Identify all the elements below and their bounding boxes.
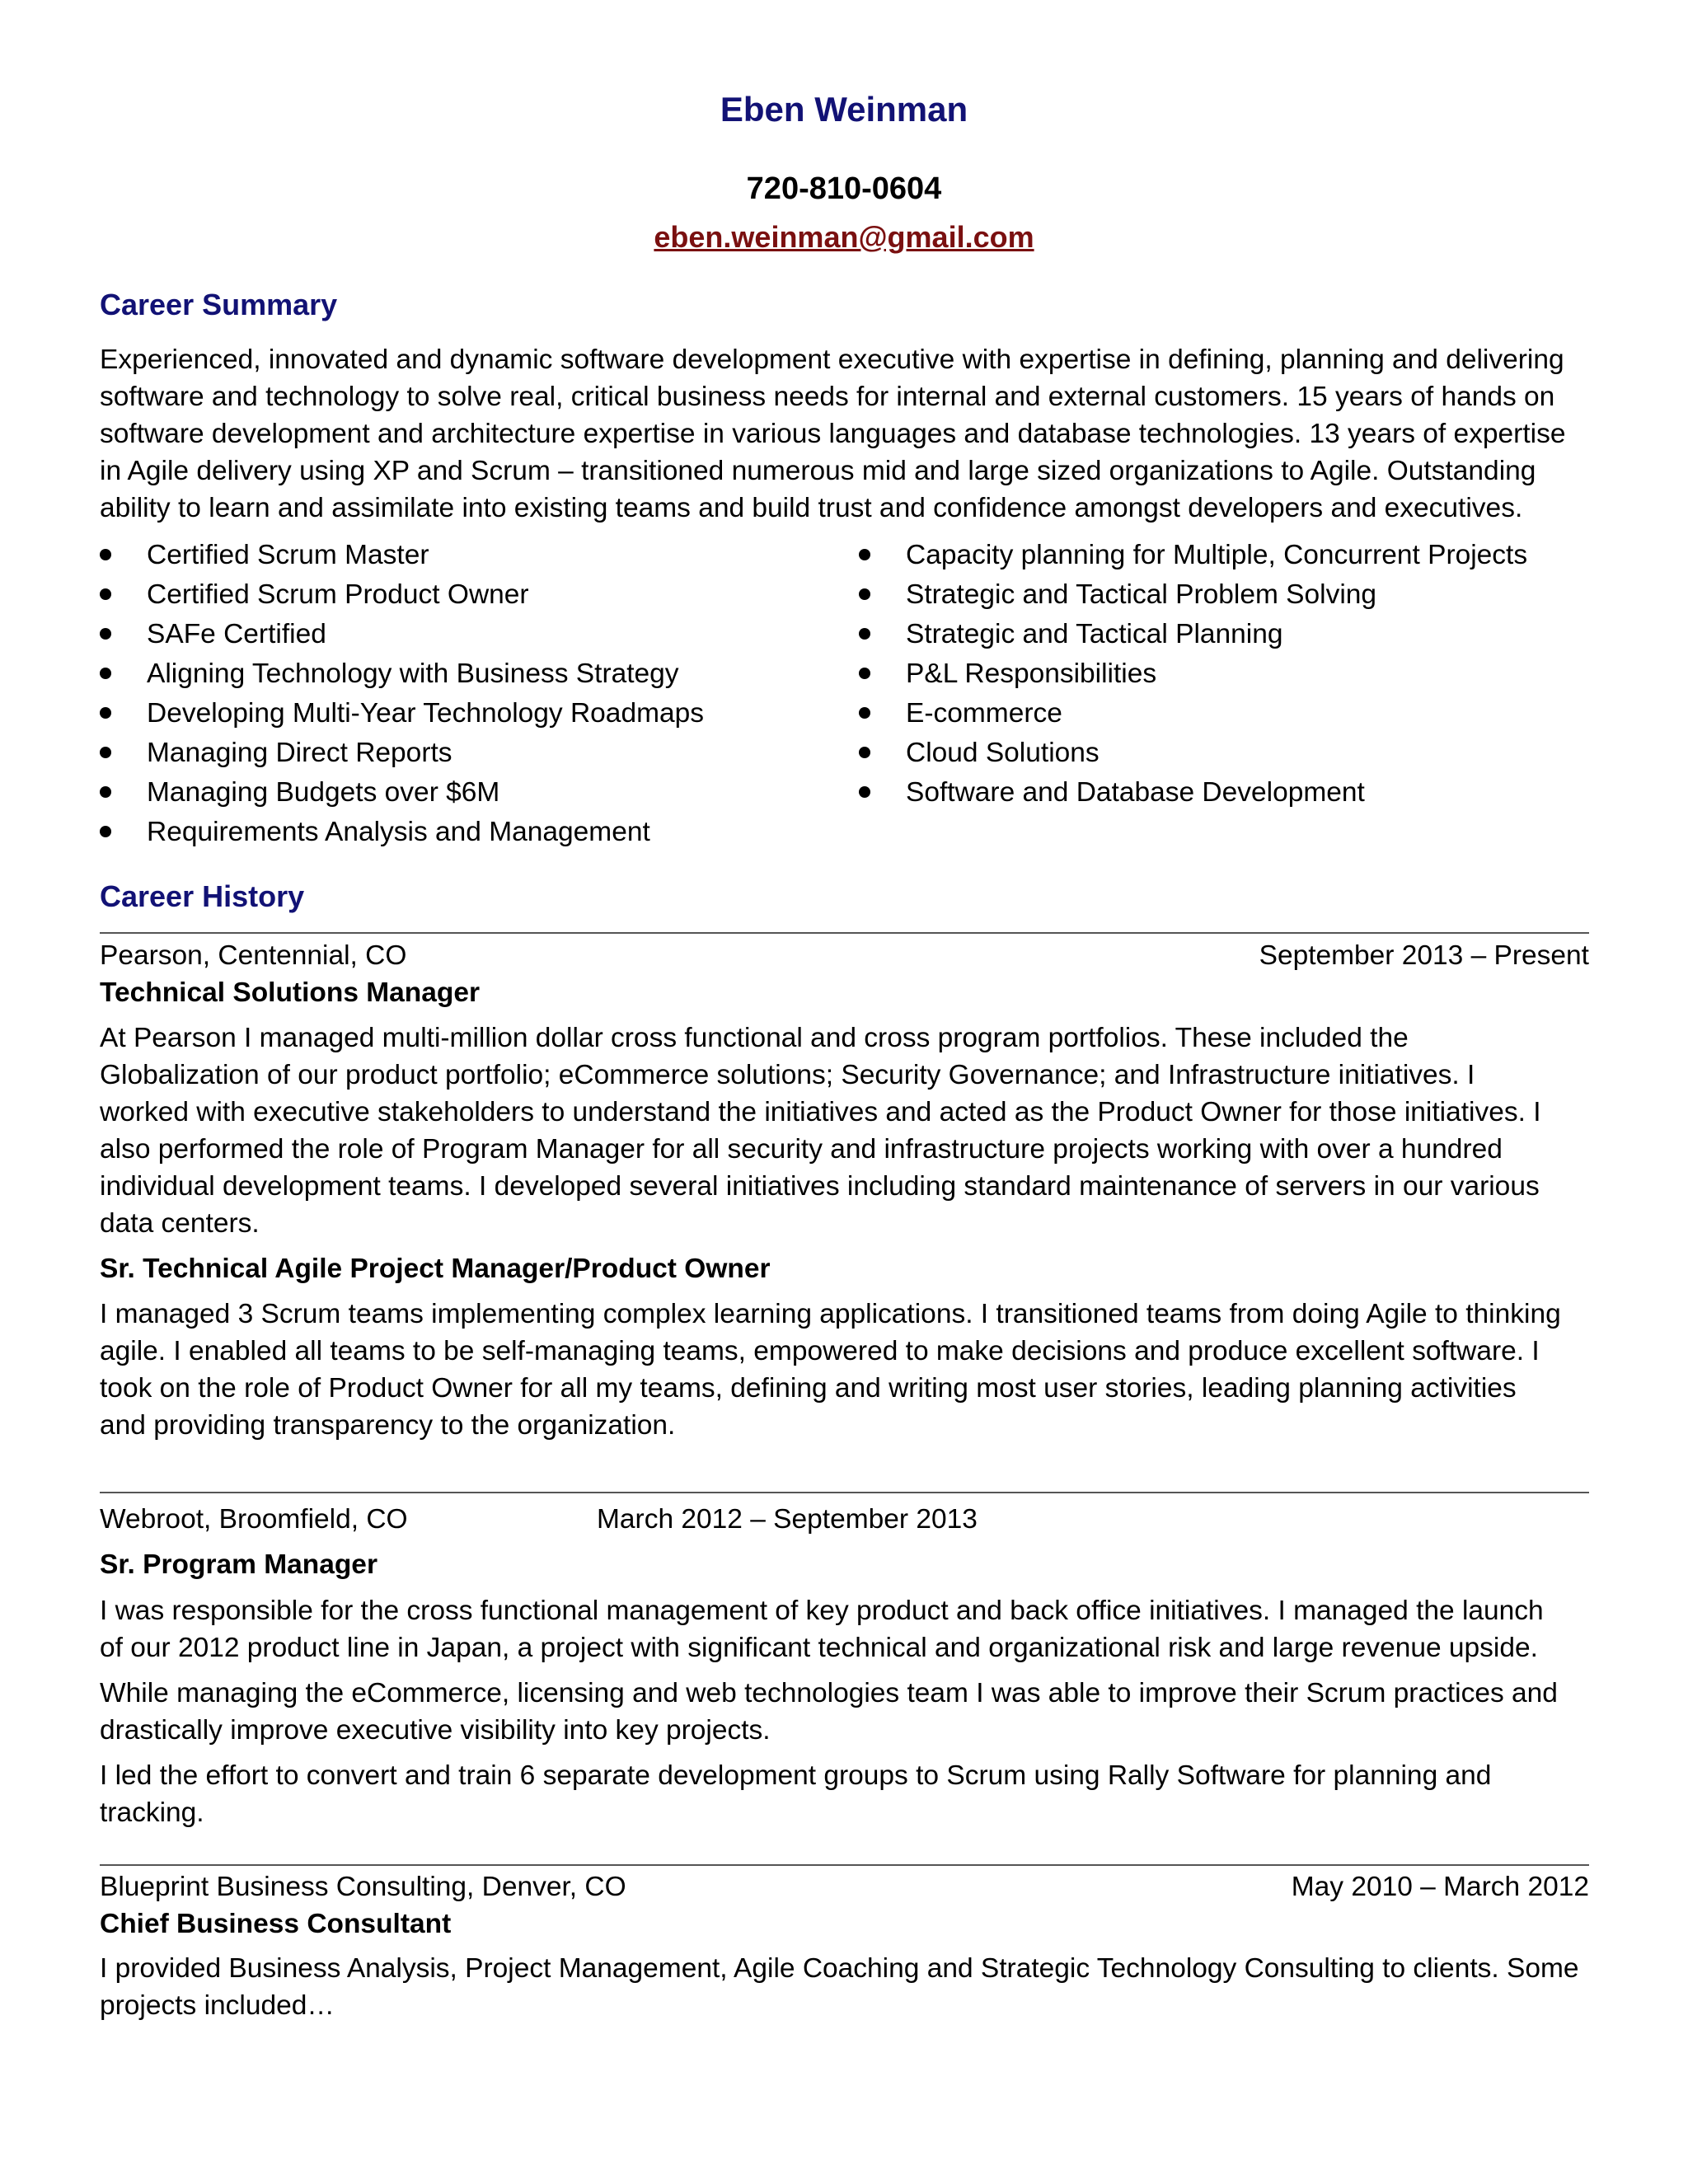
job-description: [100, 1019, 1592, 1242]
job-dates: May 2010 – March 2012: [1291, 1872, 1589, 1902]
bullet-icon: [100, 826, 111, 837]
bullet-icon: [100, 747, 111, 758]
bullet-icon: [859, 588, 870, 600]
company-name: Pearson, Centennial, CO: [100, 940, 407, 971]
summary-line: in Agile delivery using XP and Scrum – transitioned numerous mid and large sized organizations to Agile. Outstanding: [100, 456, 1536, 486]
job-description: [100, 1296, 1592, 1444]
description-line: projects included…: [100, 1990, 335, 2021]
section-divider: [100, 932, 1589, 934]
candidate-name: Eben Weinman: [720, 90, 968, 129]
career-summary-paragraph: [100, 341, 1592, 527]
job-dates: September 2013 – Present: [1259, 940, 1589, 971]
company-name: Blueprint Business Consulting, Denver, CO: [100, 1872, 626, 1902]
job-title: Technical Solutions Manager: [100, 977, 481, 1008]
description-line: individual development teams. I developed several initiatives including standard maintenance of servers in our various: [100, 1171, 1540, 1202]
bullet-icon: [100, 628, 111, 640]
bullet-icon: [859, 549, 870, 560]
description-line: At Pearson I managed multi-million dollar cross functional and cross program portfolios. These included the: [100, 1023, 1409, 1053]
job-description: [100, 1592, 1592, 1666]
description-line: of our 2012 product line in Japan, a project with significant technical and organizational risk and large revenue upside.: [100, 1633, 1538, 1663]
bullet-icon: [859, 786, 870, 798]
summary-line: ability to learn and assimilate into existing teams and build trust and confidence amongst developers and executives.: [100, 493, 1523, 523]
bullet-icon: [100, 588, 111, 600]
job-dates: March 2012 – September 2013: [597, 1504, 978, 1535]
list-item: Requirements Analysis and Management: [100, 813, 842, 852]
skills-list-left: [100, 536, 842, 852]
list-item: Strategic and Tactical Planning: [859, 615, 1592, 654]
list-item: Aligning Technology with Business Strategy: [100, 654, 842, 694]
description-line: While managing the eCommerce, licensing and web technologies team I was able to improve their Scrum practices and: [100, 1678, 1558, 1708]
bullet-icon: [100, 549, 111, 560]
list-item: Strategic and Tactical Problem Solving: [859, 575, 1592, 615]
section-divider: [100, 1864, 1589, 1866]
description-line: tracking.: [100, 1797, 204, 1828]
job-header-blueprint: [100, 1869, 1589, 1905]
bullet-icon: [859, 668, 870, 679]
description-line: also performed the role of Program Manager for all security and infrastructure projects working with over a hundred: [100, 1134, 1503, 1165]
career-history-heading: Career History: [100, 879, 305, 913]
description-line: and providing transparency to the organization.: [100, 1410, 676, 1441]
description-line: I managed 3 Scrum teams implementing complex learning applications. I transitioned teams from doing Agile to thinking: [100, 1299, 1561, 1329]
description-line: I provided Business Analysis, Project Management, Agile Coaching and Strategic Technology Consulting to clients. Some: [100, 1953, 1579, 1984]
summary-line: software development and architecture expertise in various languages and database technologies. 13 years of expertise: [100, 419, 1566, 449]
list-item: Software and Database Development: [859, 773, 1592, 813]
list-item: Certified Scrum Product Owner: [100, 575, 842, 615]
job-description: [100, 1675, 1592, 1749]
job-description: [100, 1757, 1592, 1831]
list-item: Cloud Solutions: [859, 733, 1592, 773]
list-item: Developing Multi-Year Technology Roadmaps: [100, 694, 842, 733]
job-title: Sr. Technical Agile Project Manager/Product Owner: [100, 1254, 771, 1284]
description-line: agile. I enabled all teams to be self-managing teams, empowered to make decisions and produce excellent software. I: [100, 1336, 1540, 1366]
bullet-icon: [100, 707, 111, 719]
career-summary-heading: Career Summary: [100, 288, 338, 321]
job-title: Chief Business Consultant: [100, 1909, 452, 1939]
bullet-icon: [859, 628, 870, 640]
bullet-icon: [859, 707, 870, 719]
skills-list-right: [859, 536, 1592, 813]
description-line: drastically improve executive visibility into key projects.: [100, 1715, 771, 1746]
bullet-icon: [100, 786, 111, 798]
phone-number: 720-810-0604: [746, 171, 942, 206]
summary-line: software and technology to solve real, critical business needs for internal and external customers. 15 years of hands on: [100, 382, 1555, 412]
job-header-webroot: [100, 1502, 1589, 1538]
section-divider: [100, 1492, 1589, 1493]
description-line: I was responsible for the cross functional management of key product and back office initiatives. I managed the launch: [100, 1596, 1544, 1626]
bullet-icon: [859, 747, 870, 758]
job-description: [100, 1950, 1592, 2024]
list-item: SAFe Certified: [100, 615, 842, 654]
job-header-pearson: [100, 938, 1589, 974]
description-line: Globalization of our product portfolio; eCommerce solutions; Security Governance; and Infrastructure initiatives. I: [100, 1060, 1475, 1090]
list-item: Capacity planning for Multiple, Concurrent Projects: [859, 536, 1592, 575]
list-item: Managing Direct Reports: [100, 733, 842, 773]
company-name: Webroot, Broomfield, CO: [100, 1504, 408, 1535]
email-link[interactable]: eben.weinman@gmail.com: [654, 220, 1034, 254]
list-item: Certified Scrum Master: [100, 536, 842, 575]
description-line: data centers.: [100, 1208, 260, 1239]
list-item: E-commerce: [859, 694, 1592, 733]
bullet-icon: [100, 668, 111, 679]
description-line: worked with executive stakeholders to understand the initiatives and acted as the Product Owner for those initiatives. I: [100, 1097, 1541, 1127]
job-title: Sr. Program Manager: [100, 1549, 377, 1580]
list-item: Managing Budgets over $6M: [100, 773, 842, 813]
summary-line: Experienced, innovated and dynamic software development executive with expertise in defining, planning and delivering: [100, 344, 1564, 375]
description-line: I led the effort to convert and train 6 separate development groups to Scrum using Rally Software for planning and: [100, 1760, 1492, 1791]
list-item: P&L Responsibilities: [859, 654, 1592, 694]
description-line: took on the role of Product Owner for all my teams, defining and writing most user stories, leading planning activities: [100, 1373, 1517, 1404]
